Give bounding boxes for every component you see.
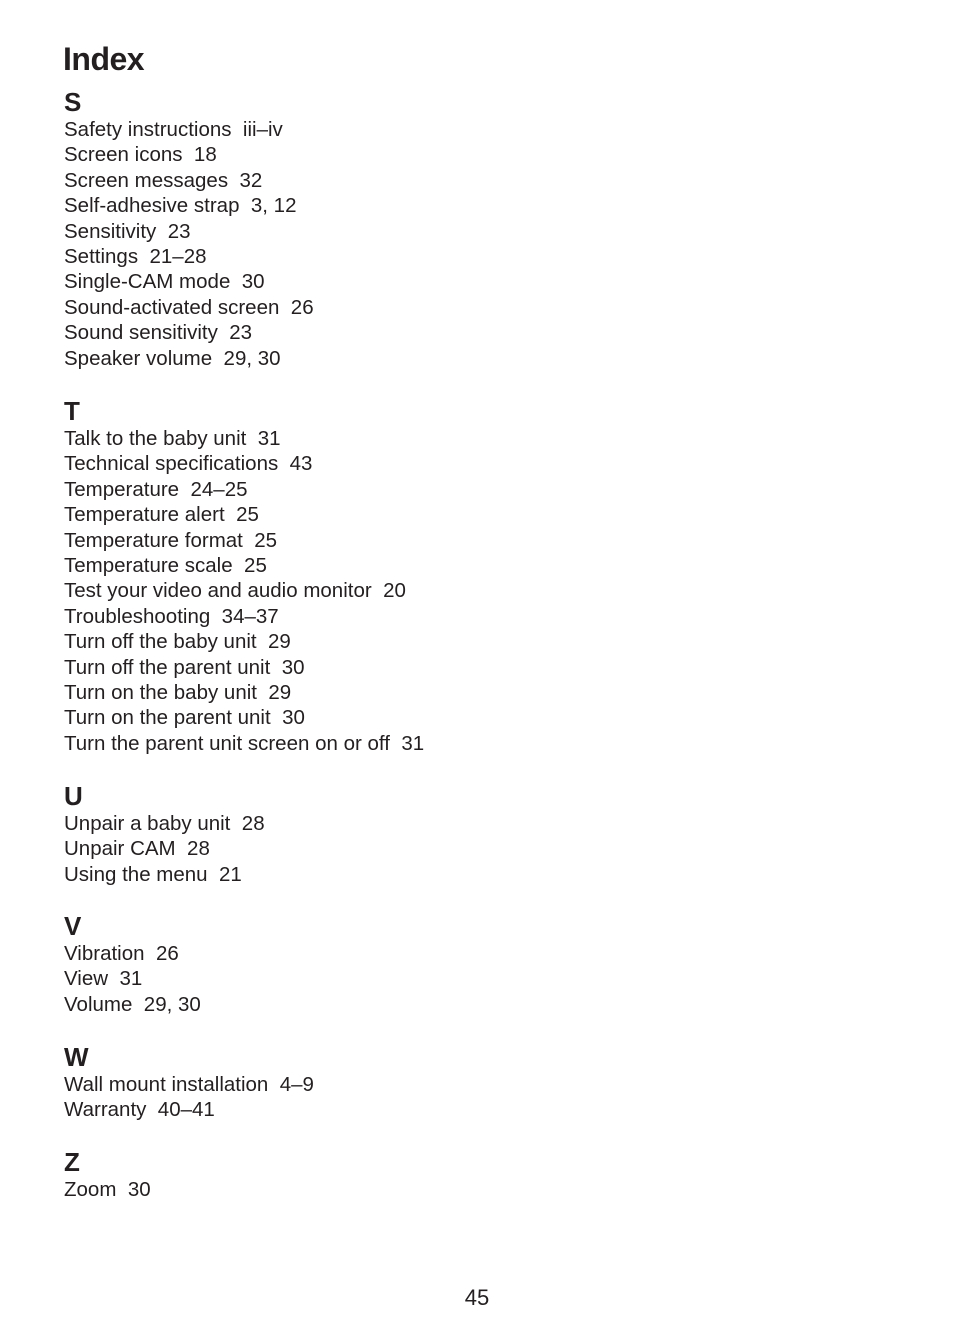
entry-term: Temperature format (64, 528, 243, 552)
entry-pages: 32 (239, 168, 263, 192)
index-entry (64, 477, 424, 502)
entry-term: Turn on the baby unit (64, 681, 257, 705)
index-entry (64, 1072, 314, 1097)
index-section-v (64, 911, 201, 1017)
entry-term: Technical specifications (64, 452, 279, 476)
entry-term: Unpair a baby unit (64, 812, 231, 835)
index-entry (64, 502, 424, 527)
entry-pages: 30 (281, 655, 305, 679)
index-entry (64, 451, 424, 476)
entry-term: Talk to the baby unit (64, 427, 247, 450)
entry-term: Sensitivity (64, 219, 157, 243)
entry-pages: 29, 30 (143, 992, 201, 1016)
entry-term: Screen messages (64, 168, 229, 192)
index-entry (64, 426, 424, 451)
index-entry (64, 731, 424, 756)
entry-term: Sound-activated screen (64, 295, 280, 319)
section-letter: Z (64, 1147, 80, 1177)
entry-pages: 18 (193, 143, 217, 167)
index-entry (64, 1097, 314, 1122)
index-entry (64, 1177, 151, 1202)
index-entry (64, 629, 424, 654)
entry-pages: 28 (187, 837, 210, 861)
entry-term: Sound sensitivity (64, 321, 218, 345)
entry-pages: 29 (268, 630, 291, 654)
index-section-w (64, 1042, 314, 1123)
index-entry (64, 553, 424, 578)
entry-pages: 43 (289, 452, 313, 476)
section-letter: U (64, 781, 83, 811)
entry-pages: 3, 12 (250, 194, 297, 218)
entry-pages: 25 (244, 554, 267, 578)
entry-pages: 31 (119, 967, 143, 991)
entry-term: Troubleshooting (64, 604, 211, 628)
index-entry (64, 680, 424, 705)
index-entry (64, 269, 314, 294)
entry-pages: 23 (229, 321, 253, 345)
entry-pages: 26 (155, 942, 179, 965)
entry-pages: 21–28 (149, 245, 207, 269)
section-letter: V (64, 911, 82, 941)
index-entry (64, 705, 424, 730)
entry-term: Single-CAM mode (64, 270, 231, 294)
entry-pages: 24–25 (190, 477, 248, 501)
page-title: Index (63, 41, 145, 77)
index-entry (64, 604, 424, 629)
index-section-t (64, 396, 424, 756)
index-entry (64, 320, 314, 345)
entry-term: Wall mount installation (64, 1073, 269, 1096)
section-letter: S (64, 87, 82, 117)
entry-pages: 23 (167, 219, 191, 243)
index-entry (64, 811, 265, 836)
entry-term: Temperature (64, 477, 180, 501)
index-entry (64, 346, 314, 371)
index-entry (64, 142, 314, 167)
entry-term: Using the menu (64, 862, 208, 886)
entry-term: Warranty (64, 1098, 147, 1122)
index-entry (64, 862, 265, 887)
entry-pages: 40–41 (157, 1098, 215, 1122)
index-entry (64, 193, 314, 218)
index-section-z (64, 1147, 151, 1202)
index-entry (64, 219, 314, 244)
entry-pages: 34–37 (221, 604, 279, 628)
index-section-s (64, 87, 314, 371)
entry-pages: 30 (127, 1178, 151, 1201)
index-entry (64, 966, 201, 991)
entry-pages: 4–9 (279, 1073, 314, 1096)
entry-pages: 29, 30 (223, 346, 281, 370)
index-entry (64, 528, 424, 553)
entry-term: Test your video and audio monitor (64, 579, 372, 603)
entry-term: Turn on the parent unit (64, 706, 271, 730)
index-entry (64, 168, 314, 193)
index-entry (64, 655, 424, 680)
entry-term: Settings (64, 245, 139, 269)
entry-pages: 20 (383, 579, 406, 603)
index-section-u (64, 781, 265, 887)
section-letter: W (64, 1042, 89, 1072)
index-entry (64, 836, 265, 861)
entry-term: Speaker volume (64, 346, 213, 370)
entry-term: Vibration (64, 942, 145, 965)
entry-term: View (64, 967, 109, 991)
entry-pages: 30 (241, 270, 265, 294)
entry-term: Screen icons (64, 143, 183, 167)
index-entry (64, 941, 201, 966)
index-entry (64, 992, 201, 1017)
page-number: 45 (464, 1285, 490, 1310)
section-letter: T (64, 396, 80, 426)
entry-pages: 21 (219, 862, 242, 886)
entry-term: Turn the parent unit screen on or off (64, 731, 390, 755)
entry-term: Volume (64, 992, 133, 1016)
entry-term: Temperature scale (64, 554, 233, 578)
entry-pages: 28 (241, 812, 265, 835)
entry-pages: 31 (257, 427, 281, 450)
entry-pages: 29 (268, 681, 292, 705)
index-entry (64, 295, 314, 320)
entry-term: Turn off the parent unit (64, 655, 271, 679)
entry-pages: 26 (290, 295, 314, 319)
entry-term: Self-adhesive strap (64, 194, 240, 218)
index-entry (64, 117, 314, 142)
entry-pages: 31 (401, 731, 425, 755)
entry-pages: 25 (254, 528, 278, 552)
entry-term: Zoom (64, 1178, 117, 1201)
entry-term: Safety instructions (64, 118, 232, 141)
entry-pages: 30 (282, 706, 305, 730)
entry-term: Turn off the baby unit (64, 630, 257, 654)
index-entry (64, 578, 424, 603)
entry-term: Temperature alert (64, 503, 225, 527)
index-entry (64, 244, 314, 269)
entry-pages: 25 (236, 503, 259, 527)
entry-term: Unpair CAM (64, 837, 176, 861)
entry-pages: iii–iv (242, 118, 283, 141)
